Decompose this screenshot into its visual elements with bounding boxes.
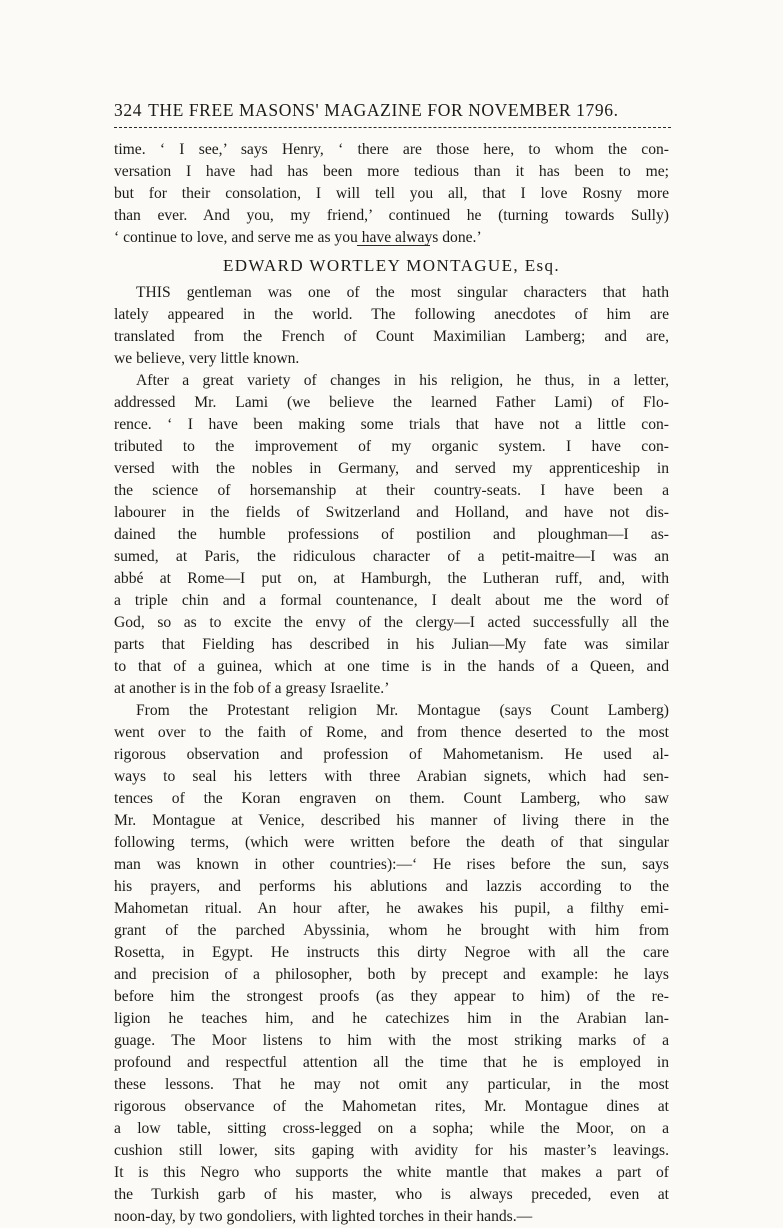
- text-line: rence. ‘ I have been making some trials that have not a little con-: [114, 416, 669, 433]
- text-line: After a great variety of changes in his religion, he thus, in a letter,: [136, 372, 669, 389]
- text-line: tences of the Koran engraven on them. Count Lamberg, who saw: [114, 790, 669, 807]
- text-line: profound and respectful attention all the time that he is employed in: [114, 1054, 669, 1071]
- text-line: the science of horsemanship at their country-seats. I have been a: [114, 482, 669, 499]
- header-rule: [114, 127, 671, 128]
- text-line: lately appeared in the world. The following anecdotes of him are: [114, 306, 669, 323]
- text-line: cushion still lower, sits gaping with avidity for his master’s leavings.: [114, 1142, 669, 1159]
- text-line: Rosetta, in Egypt. He instructs this dirty Negroe with all the care: [114, 944, 669, 961]
- text-line: but for their consolation, I will tell you all, that I love Rosny more: [114, 185, 669, 202]
- article-body: [114, 282, 669, 1228]
- text-line: THIS gentleman was one of the most singular characters that hath: [136, 284, 669, 301]
- text-line: the Turkish garb of his master, who is always preceded, even at: [114, 1186, 669, 1203]
- text-line: translated from the French of Count Maximilian Lamberg; and are,: [114, 328, 669, 345]
- section-divider: [357, 245, 430, 246]
- text-line: God, so as to excite the envy of the clergy—I acted successfully all the: [114, 614, 669, 631]
- text-line: man was known in other countries):—‘ He rises before the sun, says: [114, 856, 669, 873]
- page-header: [114, 99, 670, 121]
- page-number: 324: [114, 100, 143, 120]
- text-line: his prayers, and performs his ablutions and lazzis according to the: [114, 878, 669, 895]
- text-line: time. ‘ I see,’ says Henry, ‘ there are those here, to whom the con-: [114, 141, 669, 158]
- text-line: rigorous observation and profession of Mahometanism. He used al-: [114, 746, 669, 763]
- text-line: Mahometan ritual. An hour after, he awakes his pupil, a filthy emi-: [114, 900, 669, 917]
- text-line: versation I have had has been more tedious than it has been to me;: [114, 163, 669, 180]
- text-line: than ever. And you, my friend,’ continued he (turning towards Sully): [114, 207, 669, 224]
- text-line: addressed Mr. Lami (we believe the learned Father Lami) of Flo-: [114, 394, 669, 411]
- text-line: ways to seal his letters with three Arabian signets, which had sen-: [114, 768, 669, 785]
- text-line: ligion he teaches him, and he catechizes him in the Arabian lan-: [114, 1010, 669, 1027]
- text-line: sumed, at Paris, the ridiculous character of a petit-maitre—I was an: [114, 548, 669, 565]
- text-line: labourer in the fields of Switzerland and Holland, and have not dis-: [114, 504, 669, 521]
- text-line: dained the humble professions of postilion and ploughman—I as-: [114, 526, 669, 543]
- text-line: went over to the faith of Rome, and from thence deserted to the most: [114, 724, 669, 741]
- text-line: before him the strongest proofs (as they appear to him) of the re-: [114, 988, 669, 1005]
- article-title: EDWARD WORTLEY MONTAGUE, Esq.: [222, 256, 561, 275]
- text-line: It is this Negro who supports the white mantle that makes a part of: [114, 1164, 669, 1181]
- text-line: a triple chin and a formal countenance, I dealt about me the word of: [114, 592, 669, 609]
- text-line: parts that Fielding has described in his Julian—My fate was similar: [114, 636, 669, 653]
- text-line: following terms, (which were written before the death of that singular: [114, 834, 669, 851]
- text-line: guage. The Moor listens to him with the most striking marks of a: [114, 1032, 669, 1049]
- text-line: and precision of a philosopher, both by precept and example: he lays: [114, 966, 669, 983]
- text-line: tributed to the improvement of my organic system. I have con-: [114, 438, 669, 455]
- text-line: noon-day, by two gondoliers, with lighted torches in their hands.—: [114, 1208, 533, 1225]
- running-title: THE FREE MASONS' MAGAZINE FOR NOVEMBER 1796.: [148, 100, 619, 120]
- text-line: to that of a guinea, which at one time is in the hands of a Queen, and: [114, 658, 669, 675]
- text-line: abbé at Rome—I put on, at Hamburgh, the Lutheran ruff, and, with: [114, 570, 669, 587]
- text-line: grant of the parched Abyssinia, whom he brought with him from: [114, 922, 669, 939]
- text-line: From the Protestant religion Mr. Montague (says Count Lamberg): [136, 702, 669, 719]
- text-line: a low table, sitting cross-legged on a sopha; while the Moor, on a: [114, 1120, 669, 1137]
- text-line: rigorous observance of the Mahometan rites, Mr. Montague dines at: [114, 1098, 669, 1115]
- text-line: Mr. Montague at Venice, described his manner of living there in the: [114, 812, 669, 829]
- continuation-paragraph: [114, 139, 669, 249]
- text-line: versed with the nobles in Germany, and served my apprenticeship in: [114, 460, 669, 477]
- text-line: at another is in the fob of a greasy Israelite.’: [114, 680, 390, 697]
- text-line: we believe, very little known.: [114, 350, 300, 367]
- text-line: ‘ continue to love, and serve me as you have always done.’: [114, 229, 482, 246]
- text-line: these lessons. That he may not omit any particular, in the most: [114, 1076, 669, 1093]
